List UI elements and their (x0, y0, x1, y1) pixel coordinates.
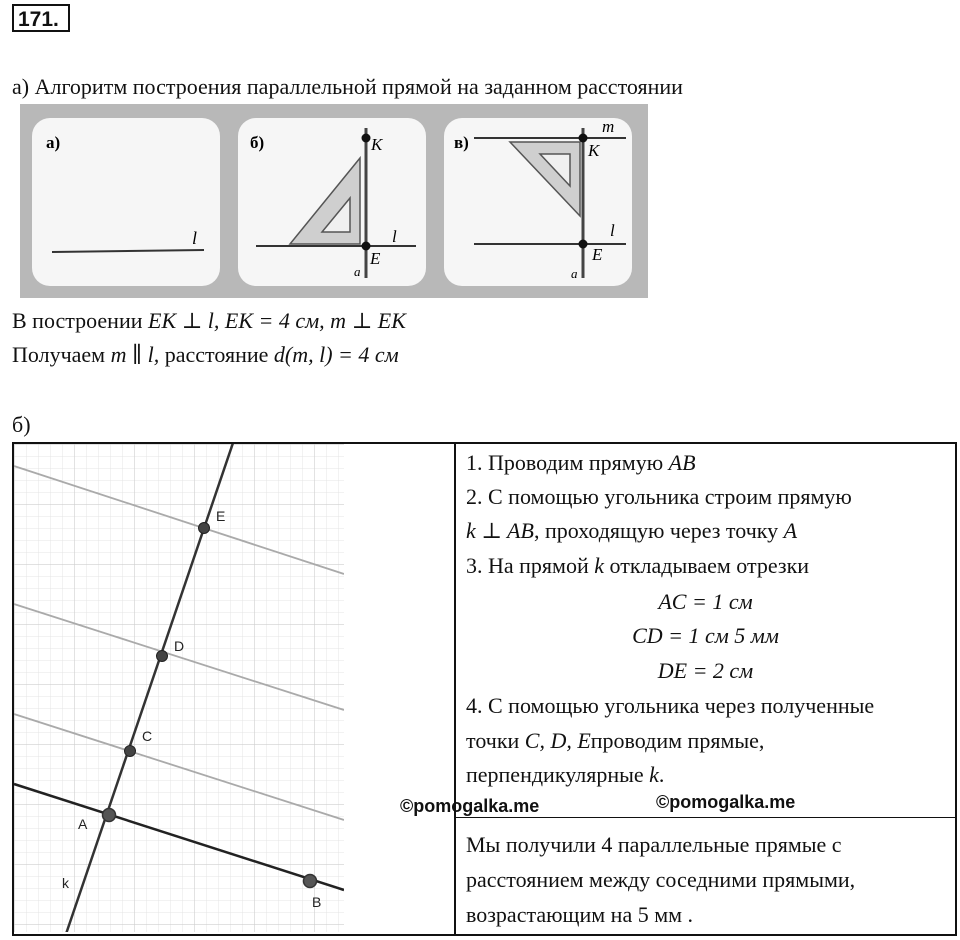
result-middle: расстояние (159, 342, 274, 367)
step-1-math: AB (668, 450, 696, 475)
line-l-label: l (192, 228, 198, 248)
step-4-line-1: 4. С помощью угольника через полученные (466, 693, 875, 718)
step-2-line-2 (466, 518, 797, 544)
segment-DE: DE = 2 см (657, 658, 754, 683)
conclusion-divider (454, 817, 957, 818)
line-a-label-c: a (571, 266, 578, 281)
label-D: D (174, 638, 185, 654)
point-B (304, 875, 317, 888)
panel-c-label: в) (454, 133, 469, 152)
watermark-2: ©pomogalka.me (656, 792, 796, 812)
line-a-label-b: a (354, 264, 361, 279)
panel-a (32, 118, 220, 286)
step-4-text: точки (466, 728, 525, 753)
step-4-rest: проводим прямые, (590, 728, 765, 753)
step-2-math: k ⊥ AB (466, 518, 534, 543)
point-C (125, 746, 136, 757)
grid-background (14, 444, 344, 932)
step-1-text: 1. Проводим прямую (466, 450, 669, 475)
line-l-label-c: l (610, 221, 615, 240)
result-math-distance: d(m, l) = 4 см (273, 342, 399, 367)
point-K-label-c: K (588, 141, 600, 160)
step-2-text: , проходящую через точку (533, 518, 784, 543)
conclusion-line-2: расстоянием между соседними прямыми, (466, 867, 856, 892)
segment-AC: AC = 1 см (658, 589, 753, 614)
panel-a-label: а) (46, 133, 61, 152)
line-m-label: m (602, 118, 615, 136)
part-a-heading: а) Алгоритм построения параллельной прямой на заданном расстоянии (12, 74, 683, 99)
conclusion-line-3: возрастающим на 5 мм . (466, 902, 694, 927)
steps-cell (454, 442, 957, 936)
point-E (199, 523, 210, 534)
point-A (103, 809, 116, 822)
segment-CD: CD = 1 см 5 мм (632, 623, 779, 648)
line-l-label-b: l (392, 227, 397, 246)
conclusion-line-1: Мы получили 4 параллельные прямые с (466, 832, 842, 857)
step-4-math: C, D, E (524, 728, 591, 753)
step-4-line-3 (466, 762, 664, 788)
label-k: k (62, 875, 69, 891)
construction-statement (12, 308, 406, 334)
point-K-label: K (371, 135, 383, 154)
label-E: E (216, 508, 226, 524)
step-3-text: 3. На прямой (466, 553, 595, 578)
construction-drawing (14, 444, 344, 932)
panel-b (238, 118, 426, 286)
step-3-rest: откладываем отрезки (604, 553, 810, 578)
step-4-line-3-end: . (658, 762, 665, 787)
problem-number: 171. (12, 4, 70, 32)
result-statement (12, 342, 399, 368)
point-E-label-c: E (592, 245, 603, 264)
watermark-1: ©pomogalka.me (400, 796, 540, 816)
panel-c (444, 118, 632, 286)
step-3-math: k (594, 553, 605, 578)
part-b-heading: б) (12, 412, 31, 437)
panel-b-label: б) (250, 133, 265, 152)
construction-figure (20, 104, 648, 298)
result-prefix: Получаем (12, 342, 111, 367)
point-E-label: E (370, 249, 381, 268)
point-D (157, 651, 168, 662)
step-4-line-3-text: перпендикулярные (466, 762, 650, 787)
step-2-line-1: 2. С помощью угольника строим прямую (466, 484, 852, 509)
label-A: A (78, 816, 88, 832)
step-4-line-2 (466, 728, 764, 754)
label-C: C (142, 728, 153, 744)
step-3 (466, 553, 809, 579)
step-1 (466, 450, 696, 476)
step-2-point: A (783, 518, 798, 543)
result-math-parallel: m ∥ l, (110, 342, 160, 367)
construction-prefix: В построении (12, 308, 148, 333)
label-B: B (312, 894, 322, 910)
construction-math: EK ⊥ l, EK = 4 см, m ⊥ EK (148, 308, 406, 333)
step-4-line-3-math: k (649, 762, 659, 787)
